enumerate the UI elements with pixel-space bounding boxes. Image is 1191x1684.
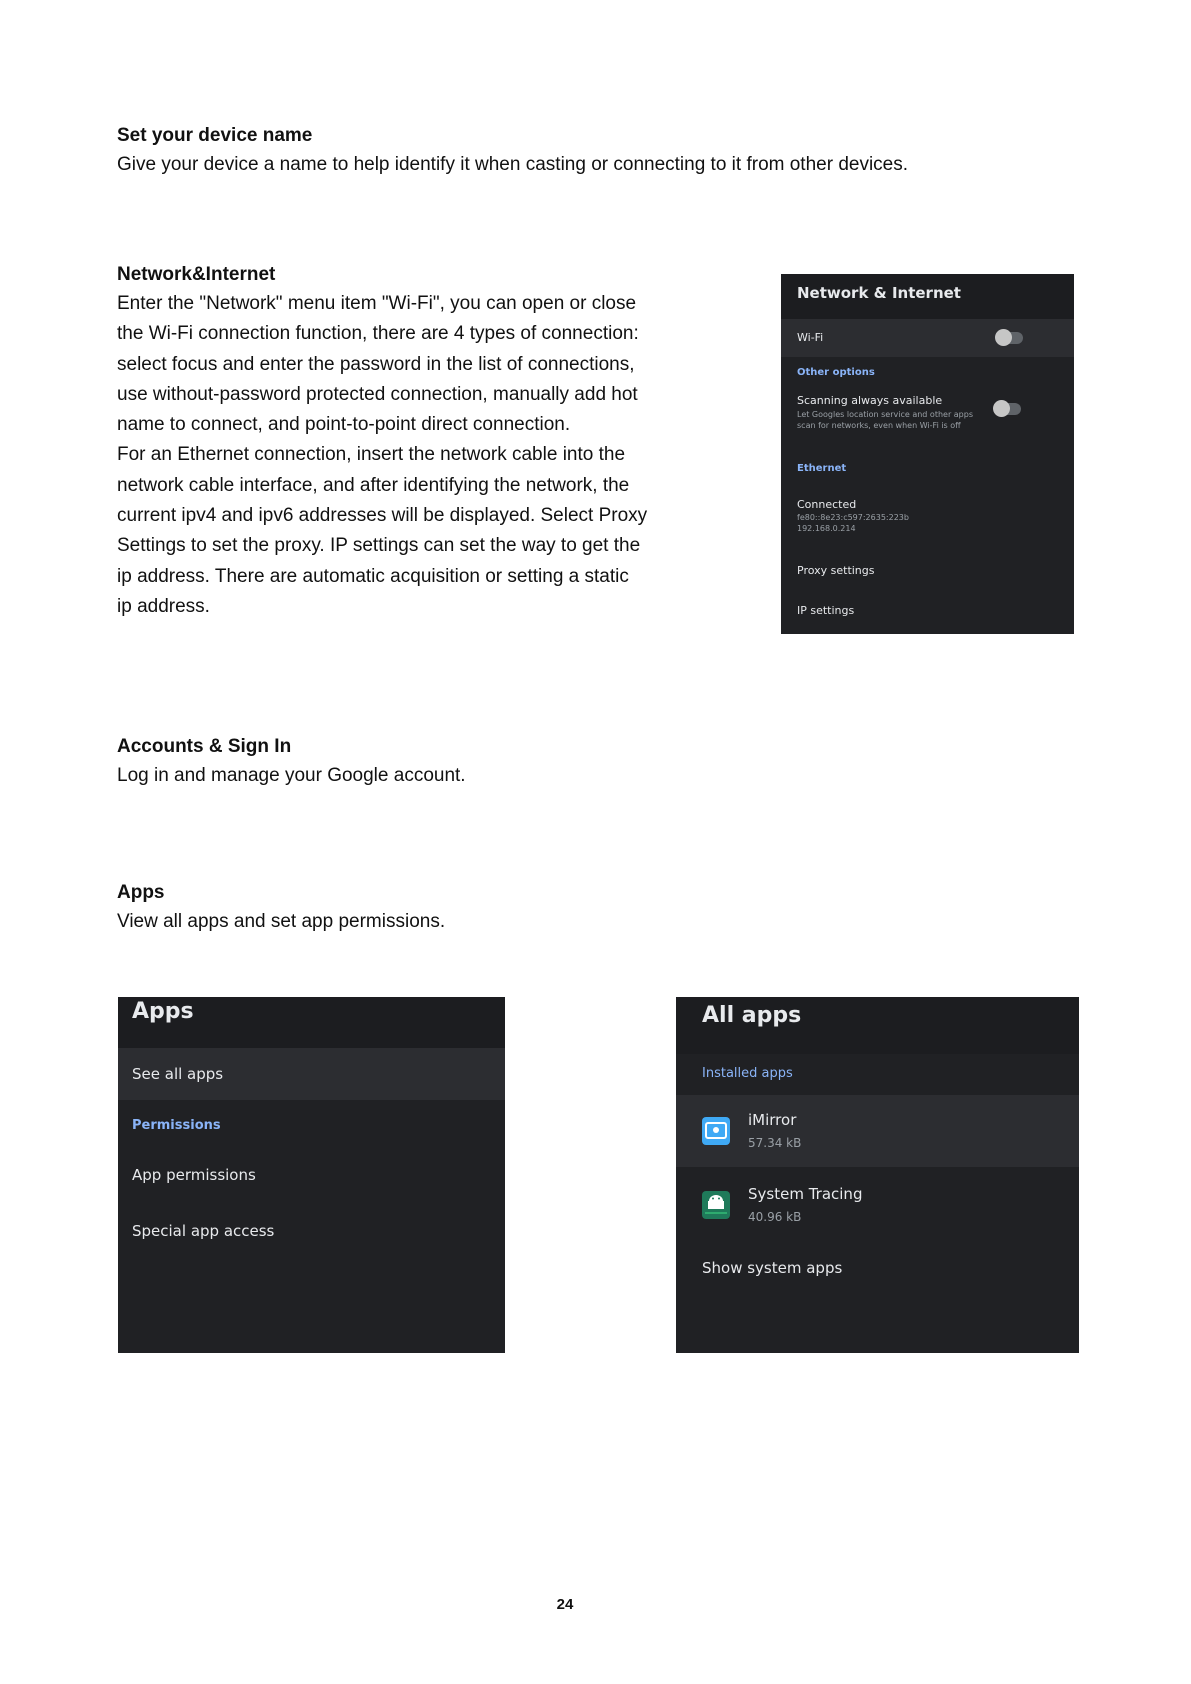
all-apps-title: All apps [702, 1003, 802, 1028]
network-text-line: ip address. [117, 595, 210, 617]
ipv6-address: fe80::8e23:c597:2635:223b [797, 513, 909, 522]
see-all-apps-row[interactable] [118, 1048, 505, 1100]
scanning-desc: Let Googles location service and other apps [797, 410, 973, 419]
scanning-toggle[interactable] [995, 403, 1021, 415]
network-text-line: ip address. There are automatic acquisition or setting a static [117, 565, 629, 587]
ethernet-connected-row[interactable] [781, 498, 1074, 542]
ipv4-address: 192.168.0.214 [797, 524, 856, 533]
app-size: 40.96 kB [748, 1210, 802, 1224]
network-text-line: current ipv4 and ipv6 addresses will be displayed. Select Proxy [117, 505, 648, 527]
apps-heading: Apps [117, 882, 165, 903]
app-row-imirror[interactable] [676, 1095, 1079, 1167]
all-apps-screenshot [676, 997, 1079, 1353]
accounts-text: Log in and manage your Google account. [117, 765, 466, 786]
network-text-line: use without-password protected connection, manually add hot [117, 383, 638, 405]
all-apps-header [676, 997, 1079, 1054]
see-all-apps-label: See all apps [132, 1065, 224, 1083]
imirror-icon [702, 1117, 730, 1145]
page-number: 24 [556, 1596, 574, 1613]
app-name: System Tracing [748, 1185, 863, 1203]
apps-screenshot [118, 997, 505, 1353]
network-text-line: select focus and enter the password in the list of connections, [117, 353, 635, 375]
network-text [117, 289, 647, 622]
network-text-line: network cable interface, and after identifying the network, the [117, 474, 630, 496]
app-row-system-tracing[interactable] [676, 1169, 1079, 1241]
ip-settings-item[interactable]: IP settings [797, 604, 855, 617]
ethernet-header: Ethernet [797, 463, 847, 474]
network-screen-header [781, 274, 1074, 319]
network-text-line: name to connect, and point-to-point direct connection. [117, 414, 571, 436]
proxy-settings-item[interactable]: Proxy settings [797, 564, 875, 577]
special-app-access-item[interactable]: Special app access [132, 1222, 275, 1240]
app-permissions-item[interactable]: App permissions [132, 1166, 256, 1184]
app-name: iMirror [748, 1111, 797, 1129]
android-icon [702, 1191, 730, 1219]
network-screen-title: Network & Internet [797, 284, 961, 302]
network-text-line: For an Ethernet connection, insert the network cable into the [117, 444, 626, 466]
scanning-row[interactable] [781, 394, 1074, 444]
network-screenshot [781, 274, 1074, 634]
app-size: 57.34 kB [748, 1136, 802, 1150]
apps-screen-header [118, 997, 505, 1048]
network-text-line: the Wi-Fi connection function, there are 4 types of connection: [117, 323, 639, 345]
apps-text: View all apps and set app permissions. [117, 911, 446, 932]
wifi-toggle[interactable] [997, 332, 1023, 344]
apps-screen-title: Apps [132, 999, 194, 1024]
connected-label: Connected [797, 498, 857, 511]
wifi-label: Wi-Fi [797, 331, 824, 344]
network-heading: Network&Internet [117, 264, 276, 285]
installed-apps-header: Installed apps [702, 1066, 793, 1081]
device-name-heading: Set your device name [117, 125, 313, 146]
device-name-text: Give your device a name to help identify it when casting or connecting to it from other devices. [117, 154, 909, 175]
show-system-apps-item[interactable]: Show system apps [702, 1259, 843, 1277]
scanning-title: Scanning always available [797, 394, 943, 407]
accounts-heading: Accounts & Sign In [117, 736, 292, 757]
permissions-header: Permissions [132, 1118, 221, 1133]
network-text-line: Settings to set the proxy. IP settings can set the way to get the [117, 535, 641, 557]
wifi-row[interactable] [781, 319, 1074, 357]
network-text-line: Enter the "Network" menu item "Wi-Fi", you can open or close [117, 293, 637, 314]
scanning-desc: scan for networks, even when Wi-Fi is off [797, 421, 961, 430]
other-options-header: Other options [797, 367, 875, 378]
